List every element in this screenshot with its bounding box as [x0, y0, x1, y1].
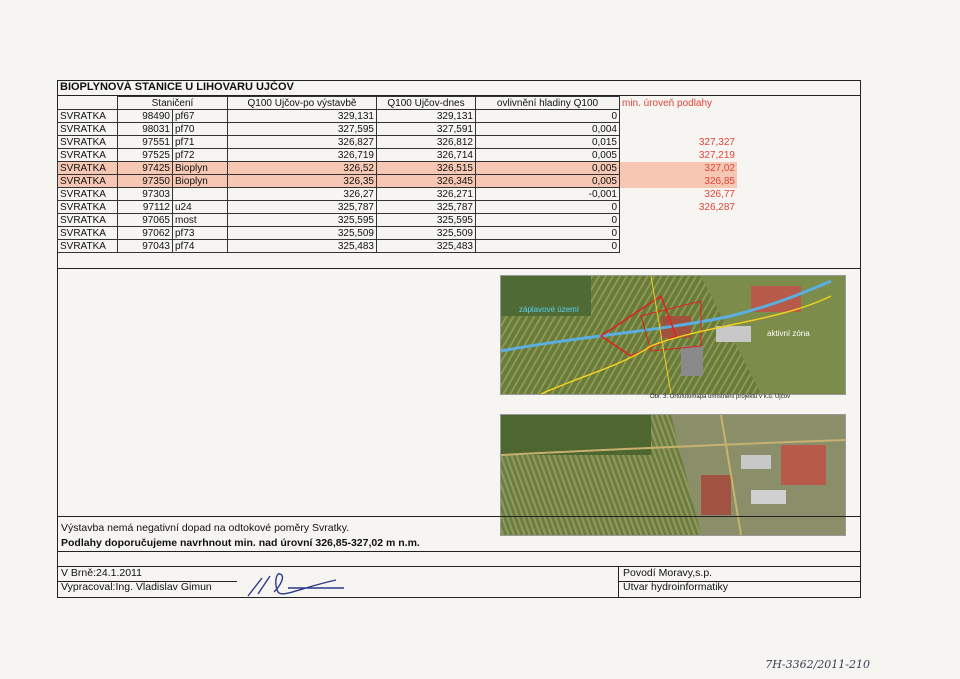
- table-row: [58, 214, 738, 227]
- q100-now-cell: 325,787: [377, 201, 476, 214]
- header-influence: ovlivnění hladiny Q100: [476, 97, 620, 110]
- note-line-1: Výstavba nemá negativní dopad na odtokové poměry Svratky.: [61, 522, 350, 534]
- footer-left-rule: [57, 581, 237, 582]
- influence-cell: 0,005: [476, 175, 620, 188]
- river-cell: SVRATKA: [58, 149, 118, 162]
- table-row: [58, 123, 738, 136]
- profile-cell: Bioplyn: [173, 175, 228, 188]
- orthophoto-1-svg: [501, 276, 845, 394]
- km-cell: 97350: [118, 175, 173, 188]
- influence-cell: 0: [476, 201, 620, 214]
- q100-after-cell: 327,595: [228, 123, 377, 136]
- min-floor-cell: [620, 214, 738, 227]
- table-row: [58, 110, 738, 123]
- influence-cell: 0,005: [476, 149, 620, 162]
- q100-now-cell: 325,595: [377, 214, 476, 227]
- table-row: [58, 136, 738, 149]
- km-cell: 97303: [118, 188, 173, 201]
- influence-cell: 0: [476, 110, 620, 123]
- profile-cell: pf71: [173, 136, 228, 149]
- km-cell: 97525: [118, 149, 173, 162]
- km-cell: 97065: [118, 214, 173, 227]
- header-station: Staničení: [118, 97, 228, 110]
- registry-stamp: 7H-3362/2011-210: [765, 658, 870, 671]
- influence-cell: 0: [476, 240, 620, 253]
- q100-after-cell: 326,827: [228, 136, 377, 149]
- table-row: [58, 175, 738, 188]
- profile-cell: pf67: [173, 110, 228, 123]
- min-floor-cell: [620, 240, 738, 253]
- q100-now-cell: 329,131: [377, 110, 476, 123]
- river-cell: SVRATKA: [58, 123, 118, 136]
- river-cell: SVRATKA: [58, 201, 118, 214]
- footer-org2: Útvar hydroinformatiky: [623, 581, 729, 593]
- profile-cell: u24: [173, 201, 228, 214]
- table-row: [58, 240, 738, 253]
- q100-now-cell: 326,345: [377, 175, 476, 188]
- header-spacer: [58, 97, 118, 110]
- min-floor-cell: [620, 110, 738, 123]
- influence-cell: 0: [476, 227, 620, 240]
- min-floor-cell: 327,327: [698, 136, 735, 148]
- river-cell: SVRATKA: [58, 227, 118, 240]
- orthophoto-2-svg: [501, 415, 845, 535]
- table-row: [58, 149, 738, 162]
- header-q100-after: Q100 Ujčov-po výstavbě: [228, 97, 377, 110]
- min-floor-cell: 327,219: [698, 149, 735, 161]
- min-floor-cell: [620, 123, 738, 136]
- min-floor-cell: [620, 227, 738, 240]
- profile-cell: Bioplyn: [173, 162, 228, 175]
- profile-cell: pf72: [173, 149, 228, 162]
- header-q100-now: Q100 Ujčov-dnes: [377, 97, 476, 110]
- river-cell: SVRATKA: [58, 175, 118, 188]
- notes-top-rule: [57, 516, 861, 517]
- table-row: [58, 227, 738, 240]
- table-bottom-rule: [57, 268, 861, 269]
- km-cell: 97551: [118, 136, 173, 149]
- km-cell: 97043: [118, 240, 173, 253]
- footer-right-rule: [618, 581, 861, 582]
- q100-after-cell: 325,483: [228, 240, 377, 253]
- table-row: [58, 201, 738, 214]
- map-caption: Obr. 3: Ortofotomapa umístnění projektu v k.ú. Ujčov: [650, 394, 791, 400]
- q100-now-cell: 325,509: [377, 227, 476, 240]
- q100-after-cell: 326,52: [228, 162, 377, 175]
- note-line-2: Podlahy doporučujeme navrhnout min. nad úrovní 326,85-327,02 m n.m.: [61, 537, 420, 549]
- q100-now-cell: 327,591: [377, 123, 476, 136]
- notes-bottom-rule: [57, 551, 861, 552]
- profile-cell: pf70: [173, 123, 228, 136]
- q100-now-cell: 326,515: [377, 162, 476, 175]
- footer-top-rule: [57, 566, 861, 567]
- q100-after-cell: 325,595: [228, 214, 377, 227]
- header-min-floor: min. úroveň podlahy: [622, 97, 713, 109]
- profile-cell: most: [173, 214, 228, 227]
- q100-now-cell: 326,812: [377, 136, 476, 149]
- min-floor-cell: 326,77: [704, 188, 735, 200]
- q100-after-cell: 326,27: [228, 188, 377, 201]
- km-cell: 97425: [118, 162, 173, 175]
- flood-zone-label: záplavové území: [519, 305, 580, 314]
- profile-cell: [173, 188, 228, 201]
- signature-icon: [240, 566, 350, 606]
- table-row: [58, 162, 738, 175]
- q100-after-cell: 325,509: [228, 227, 377, 240]
- km-cell: 97112: [118, 201, 173, 214]
- influence-cell: 0: [476, 214, 620, 227]
- q100-after-cell: 325,787: [228, 201, 377, 214]
- min-floor-cell: 327,02: [620, 162, 738, 175]
- q100-now-cell: 326,714: [377, 149, 476, 162]
- document-title: BIOPLYNOVÁ STANICE U LIHOVARU UJČOV: [57, 80, 861, 96]
- influence-cell: -0,001: [476, 188, 620, 201]
- river-cell: SVRATKA: [58, 214, 118, 227]
- footer-org1: Povodí Moravy,s.p.: [623, 567, 713, 579]
- orthophoto-map-2: [500, 414, 846, 536]
- profile-cell: pf74: [173, 240, 228, 253]
- table-row: [58, 188, 738, 201]
- q100-after-cell: 329,131: [228, 110, 377, 123]
- q100-now-cell: 325,483: [377, 240, 476, 253]
- km-cell: 98031: [118, 123, 173, 136]
- footer-author: Vypracoval:Ing. Vladislav Gimun: [61, 581, 212, 593]
- q100-now-cell: 326,271: [377, 188, 476, 201]
- influence-cell: 0,015: [476, 136, 620, 149]
- river-cell: SVRATKA: [58, 136, 118, 149]
- influence-cell: 0,004: [476, 123, 620, 136]
- profile-cell: pf73: [173, 227, 228, 240]
- hydraulic-table: [57, 96, 738, 253]
- min-floor-cell: 326,287: [698, 201, 735, 213]
- footer-date: V Brně:24.1.2011: [61, 567, 142, 579]
- river-cell: SVRATKA: [58, 240, 118, 253]
- table-header-row: [58, 97, 738, 110]
- km-cell: 97062: [118, 227, 173, 240]
- river-cell: SVRATKA: [58, 162, 118, 175]
- active-zone-label: aktivní zóna: [767, 329, 810, 338]
- min-floor-cell: 326,85: [620, 175, 738, 188]
- q100-after-cell: 326,35: [228, 175, 377, 188]
- q100-after-cell: 326,719: [228, 149, 377, 162]
- orthophoto-map-1: [500, 275, 846, 395]
- influence-cell: 0,005: [476, 162, 620, 175]
- km-cell: 98490: [118, 110, 173, 123]
- river-cell: SVRATKA: [58, 110, 118, 123]
- river-cell: SVRATKA: [58, 188, 118, 201]
